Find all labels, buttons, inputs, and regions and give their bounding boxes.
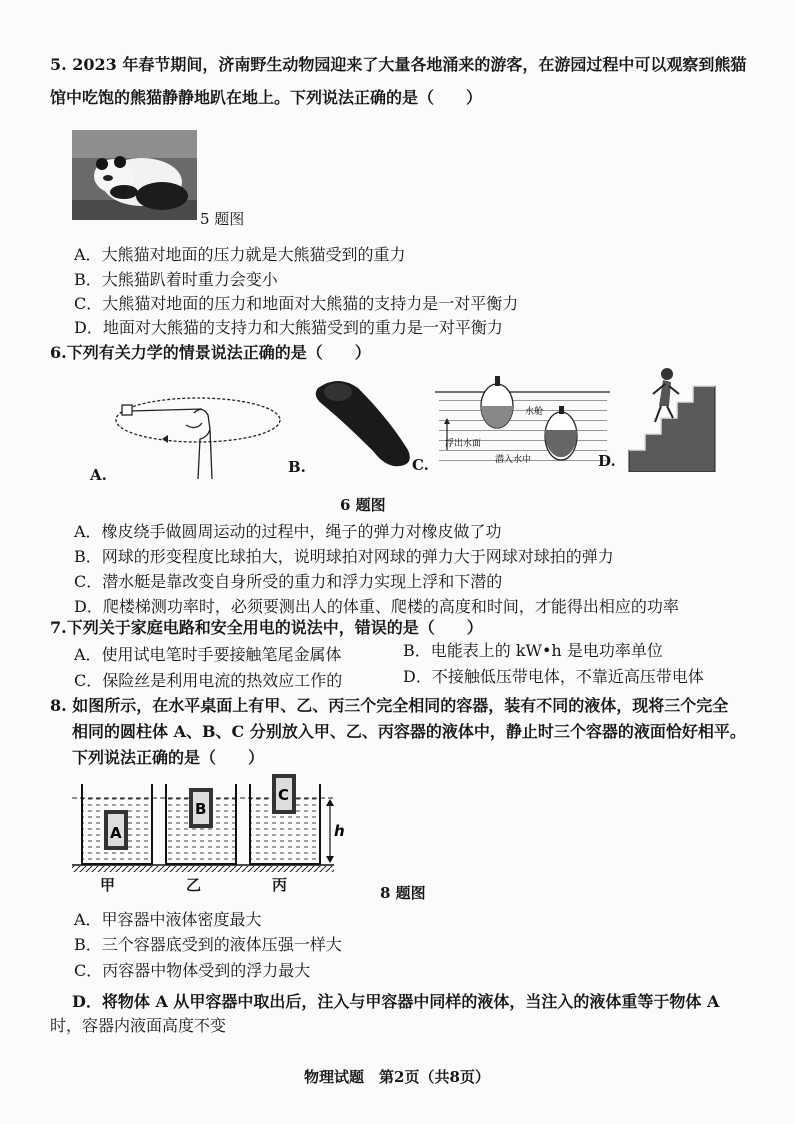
fig6c-submarine [435,370,610,470]
fig6c-text-ballast: 水舱 [525,407,544,417]
q6-option-d: D．爬楼梯测功率时，必须要测出人的体重、爬楼的高度和时间，才能得出相应的功率 [74,597,679,616]
fig6c-text-surface: 浮出水面 [445,439,482,449]
fig6-label-c: C. [412,456,429,474]
fig6-label-d: D. [598,452,616,470]
q7-option-c: C．保险丝是利用电流的热效应工作的 [74,671,343,690]
q8-stem-line1: 8. 如图所示，在水平桌面上有甲、乙、丙三个完全相同的容器，装有不同的液体，现将三个完全 [50,696,729,715]
q5-caption: 5 题图 [200,210,245,228]
q6-option-b: B．网球的形变程度比球拍大，说明球拍对网球的弹力大于网球对球拍的弹力 [74,547,614,566]
fig6a-circular-motion [110,385,290,480]
container-yi-label: 乙 [186,876,202,894]
object-b-label: B [195,800,207,818]
container-jia-label: 甲 [100,876,116,894]
q7-option-a: A．使用试电笔时手要接触笔尾金属体 [74,645,342,664]
fig6b-tennis-racket [310,378,420,473]
object-c-label: C [278,786,290,804]
q5-option-b: B．大熊猫趴着时重力会变小 [74,270,278,289]
object-a-label: A [110,824,122,842]
q5-option-d: D．地面对大熊猫的支持力和大熊猫受到的重力是一对平衡力 [74,318,503,337]
q6-option-c: C．潜水艇是靠改变自身所受的重力和浮力实现上浮和下潜的 [74,572,503,591]
q7-option-d: D．不接触低压带电体，不靠近高压带电体 [403,667,704,686]
q6-caption: 6 题图 [340,496,386,514]
q8-caption: 8 题图 [380,884,426,902]
q8-stem-line3: 下列说法正确的是（ ） [72,748,265,767]
q8-option-d-line1: D．将物体 A 从甲容器中取出后，注入与甲容器中同样的液体，当注入的液体重等于物体 A [72,992,720,1011]
q6-stem: 6.下列有关力学的情景说法正确的是（ ） [50,343,371,362]
page-footer: 物理试题 第2页（共8页） [304,1068,490,1086]
panda-photo [72,130,197,220]
container-bing-label: 丙 [272,876,288,894]
h-label: h [334,822,345,840]
q8-option-d-line2: 时，容器内液面高度不变 [50,1016,227,1035]
q6-option-a: A．橡皮绕手做圆周运动的过程中，绳子的弹力对橡皮做了功 [74,522,502,541]
q8-option-a: A．甲容器中液体密度最大 [74,910,262,929]
fig6d-climbing-stairs [625,360,720,472]
q8-option-b: B．三个容器底受到的液体压强一样大 [74,935,342,954]
q5-stem-line1: 5. 2023 年春节期间，济南野生动物园迎来了大量各地涌来的游客，在游园过程中可以观察到熊猫 [50,55,747,74]
q5-option-c: C．大熊猫对地面的压力和地面对大熊猫的支持力是一对平衡力 [74,294,519,313]
fig6-label-b: B. [288,458,306,476]
q7-stem: 7.下列关于家庭电路和安全用电的说法中，错误的是（ ） [50,618,483,637]
fig6c-text-dive: 潜入水中 [495,455,532,465]
q7-option-b: B．电能表上的 kW•h 是电功率单位 [403,641,663,660]
q5-option-a: A．大熊猫对地面的压力就是大熊猫受到的重力 [74,245,406,264]
q8-option-c: C．丙容器中物体受到的浮力最大 [74,961,311,980]
q5-stem-line2: 馆中吃饱的熊猫静静地趴在地上。下列说法正确的是（ ） [50,88,483,107]
q8-stem-line2: 相同的圆柱体 A、B、C 分别放入甲、乙、丙容器的液体中，静止时三个容器的液面恰好相平。 [72,722,746,741]
fig6-label-a: A. [90,466,107,484]
